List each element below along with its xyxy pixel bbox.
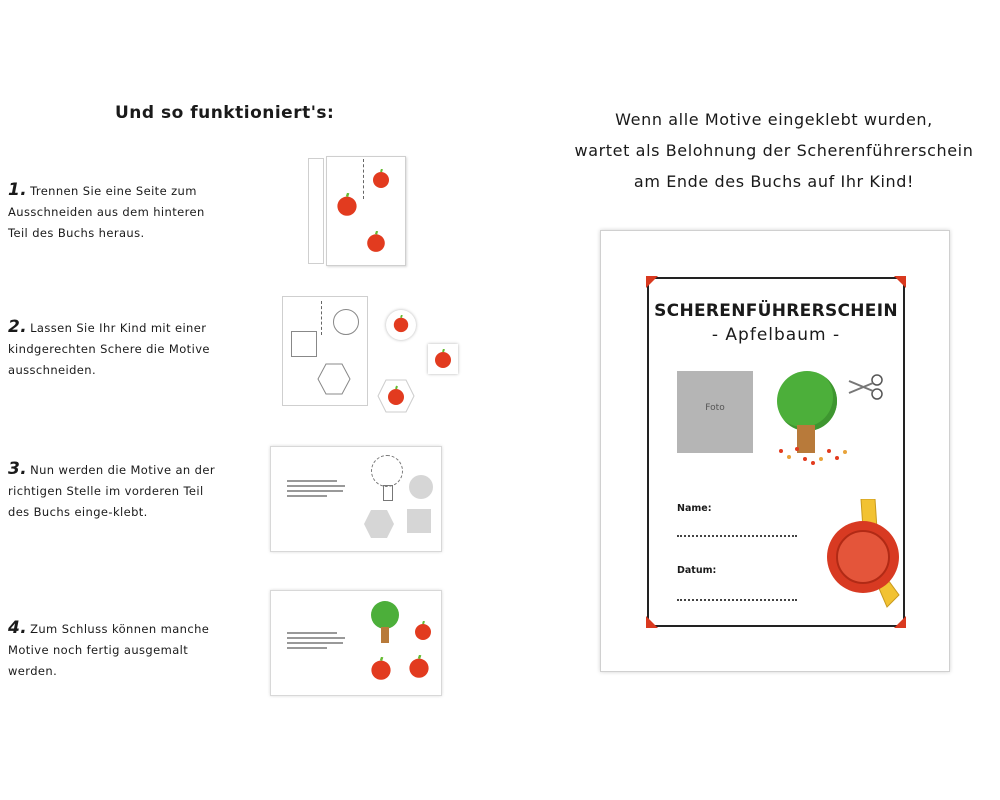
round-cutout [386, 310, 416, 340]
photo-label: Foto [705, 403, 725, 413]
step-3 [8, 459, 223, 523]
circle-outline [333, 309, 359, 335]
step-4-illustration [270, 590, 442, 696]
trunk-outline [383, 485, 393, 501]
grey-circle-slot [409, 475, 433, 499]
certificate-title: SCHERENFÜHRERSCHEIN [654, 301, 898, 321]
how-it-works-heading: Und so funktioniert's: [115, 103, 335, 123]
step-1-number: 1. [8, 180, 28, 200]
step-2-number: 2. [8, 317, 28, 337]
step-4-number: 4. [8, 618, 28, 638]
step-2-illustration [282, 296, 462, 416]
apple-icon [335, 193, 359, 217]
date-label: Datum: [677, 565, 717, 576]
step-2 [8, 317, 223, 381]
reward-line-2: wartet als Belohnung der Scherenführerschein [574, 141, 974, 160]
cutout-page [326, 156, 406, 266]
certificate-frame [647, 277, 905, 627]
apple-icon [407, 655, 431, 679]
tree-outline [371, 455, 403, 487]
square-outline [291, 331, 317, 357]
seal-icon [817, 499, 907, 619]
apple-icon [371, 169, 391, 189]
apple-icon [365, 231, 387, 253]
grey-hexagon-slot [363, 509, 395, 539]
name-label: Name: [677, 503, 712, 514]
step-1-illustration [308, 156, 408, 268]
step-3-illustration [270, 446, 442, 552]
date-line [677, 599, 797, 601]
photo-placeholder [677, 371, 753, 453]
certificate-subtitle: - Apfelbaum - [711, 325, 841, 345]
tree-trunk [381, 627, 389, 643]
grey-square-slot [407, 509, 431, 533]
corner-ornament [646, 616, 658, 628]
step-1 [8, 180, 223, 244]
cutout-page-empty [282, 296, 368, 406]
apple-icon [413, 621, 433, 641]
cut-line [363, 159, 364, 199]
apple-icon [369, 657, 393, 681]
hexagon-cutout [376, 378, 416, 414]
corner-ornament [894, 276, 906, 288]
square-cutout [428, 344, 458, 374]
hexagon-outline [317, 363, 351, 395]
step-4-text: Zum Schluss können manche Motive noch fertig ausgemalt werden. [8, 622, 210, 678]
apple-icon [433, 349, 453, 369]
reward-description [554, 104, 994, 197]
name-line [677, 535, 797, 537]
mini-text-block [287, 477, 345, 507]
apple-icon [392, 315, 410, 333]
reward-line-1: Wenn alle Motive eingeklebt wurden, [615, 110, 933, 129]
step-3-number: 3. [8, 459, 28, 479]
step-1-text: Trennen Sie eine Seite zum Ausschneiden aus dem hinteren Teil des Buchs heraus. [8, 184, 205, 240]
cut-line [321, 301, 322, 335]
scissors-icon [847, 371, 887, 403]
tree-icon [371, 601, 399, 629]
step-4 [8, 618, 223, 682]
step-3-text: Nun werden die Motive an der richtigen Stelle im vorderen Teil des Buchs einge-klebt. [8, 463, 215, 519]
fallen-leaves [775, 439, 851, 465]
mini-text-block [287, 629, 345, 659]
reward-line-3: am Ende des Buchs auf Ihr Kind! [633, 172, 915, 191]
certificate-page [600, 230, 950, 672]
book-spine [308, 158, 324, 264]
step-2-text: Lassen Sie Ihr Kind mit einer kindgerechten Schere die Motive ausschneiden. [8, 321, 210, 377]
corner-ornament [646, 276, 658, 288]
tree-icon [777, 371, 837, 431]
